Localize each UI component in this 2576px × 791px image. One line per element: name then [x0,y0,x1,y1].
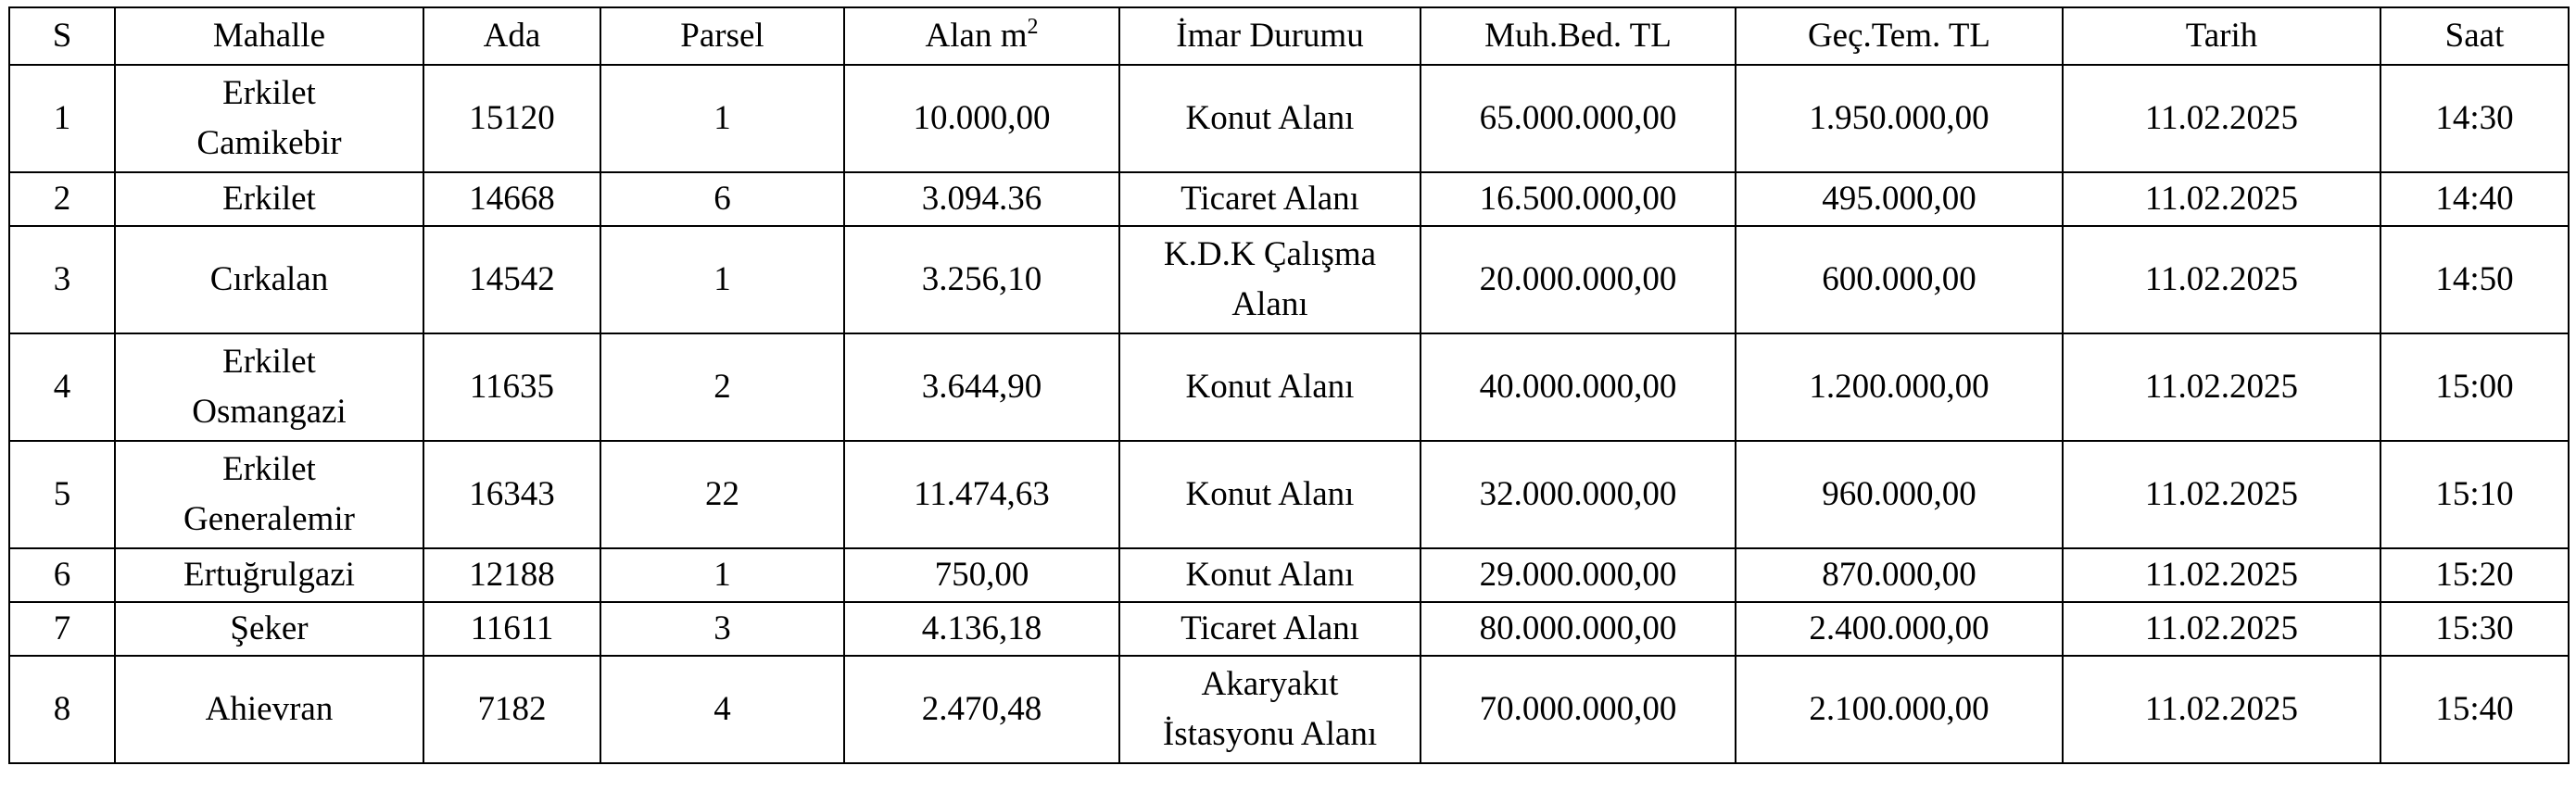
mahalle-cell [115,656,423,763]
saat-cell: 15:30 [2380,602,2569,656]
mahalle-cell-line-2: Camikebir [196,124,342,162]
ada-cell: 14668 [423,172,600,226]
gec-tem-cell: 870.000,00 [1736,548,2063,602]
table-row [9,441,2569,548]
s-cell: 2 [9,172,115,226]
muh-bed-cell: 32.000.000,00 [1421,441,1736,548]
mahalle-cell [115,333,423,441]
ada-cell: 11635 [423,333,600,441]
s-cell: 7 [9,602,115,656]
imar-durumu-cell-line-1: K.D.K Çalışma [1163,235,1377,273]
mahalle-cell-line-1: Erkilet [222,74,316,112]
ada-cell: 15120 [423,65,600,172]
imar-durumu-cell-line-1: Akaryakıt [1201,665,1339,703]
table-body [9,65,2569,763]
imar-durumu-cell [1119,602,1421,656]
alan-cell: 3.094.36 [844,172,1119,226]
gec-tem-cell: 960.000,00 [1736,441,2063,548]
imar-durumu-cell [1119,548,1421,602]
table-row [9,172,2569,226]
muh-bed-cell: 80.000.000,00 [1421,602,1736,656]
mahalle-cell-line-2: Generalemir [183,500,355,538]
mahalle-cell [115,548,423,602]
gec-tem-cell: 2.100.000,00 [1736,656,2063,763]
muh-bed-cell: 29.000.000,00 [1421,548,1736,602]
s-cell: 5 [9,441,115,548]
muh-bed-cell: 40.000.000,00 [1421,333,1736,441]
muh-bed-cell: 65.000.000,00 [1421,65,1736,172]
mahalle-cell-line-1: Erkilet [222,450,316,488]
saat-cell: 14:30 [2380,65,2569,172]
s-cell: 4 [9,333,115,441]
saat-cell: 14:50 [2380,226,2569,333]
table-row [9,226,2569,333]
imar-durumu-cell-line-1: Konut Alanı [1185,99,1355,137]
tarih-cell: 11.02.2025 [2063,441,2380,548]
muh-bed-cell: 70.000.000,00 [1421,656,1736,763]
table-row [9,65,2569,172]
table-row [9,333,2569,441]
gec-tem-cell: 1.950.000,00 [1736,65,2063,172]
header-ada: Ada [423,7,600,65]
ada-cell: 7182 [423,656,600,763]
tarih-cell: 11.02.2025 [2063,656,2380,763]
parsel-cell: 3 [600,602,844,656]
header-tarih: Tarih [2063,7,2380,65]
mahalle-cell [115,65,423,172]
header-parsel: Parsel [600,7,844,65]
saat-cell: 15:40 [2380,656,2569,763]
mahalle-cell [115,226,423,333]
mahalle-cell-line-1: Ertuğrulgazi [183,556,355,594]
alan-cell: 4.136,18 [844,602,1119,656]
mahalle-cell [115,441,423,548]
tarih-cell: 11.02.2025 [2063,65,2380,172]
mahalle-cell-line-2: Osmangazi [192,393,347,431]
gec-tem-cell: 2.400.000,00 [1736,602,2063,656]
parsel-cell: 2 [600,333,844,441]
imar-durumu-cell [1119,333,1421,441]
imar-durumu-cell [1119,226,1421,333]
table-row [9,656,2569,763]
imar-durumu-cell-line-1: Konut Alanı [1185,556,1355,594]
parsel-cell: 1 [600,548,844,602]
s-cell: 6 [9,548,115,602]
s-cell: 1 [9,65,115,172]
alan-cell: 11.474,63 [844,441,1119,548]
gec-tem-cell: 495.000,00 [1736,172,2063,226]
parsel-cell: 22 [600,441,844,548]
tarih-cell: 11.02.2025 [2063,333,2380,441]
header-s: S [9,7,115,65]
alan-cell: 3.256,10 [844,226,1119,333]
imar-durumu-cell [1119,172,1421,226]
muh-bed-cell: 16.500.000,00 [1421,172,1736,226]
ada-cell: 11611 [423,602,600,656]
s-cell: 3 [9,226,115,333]
imar-durumu-cell [1119,441,1421,548]
imar-durumu-cell-line-2: Alanı [1231,285,1308,323]
ada-cell: 16343 [423,441,600,548]
muh-bed-cell: 20.000.000,00 [1421,226,1736,333]
imar-durumu-cell [1119,65,1421,172]
gec-tem-cell: 1.200.000,00 [1736,333,2063,441]
saat-cell: 14:40 [2380,172,2569,226]
imar-durumu-cell-line-1: Konut Alanı [1185,368,1355,406]
parcel-auction-table [8,6,2570,764]
parsel-cell: 1 [600,65,844,172]
tarih-cell: 11.02.2025 [2063,548,2380,602]
alan-cell: 2.470,48 [844,656,1119,763]
ada-cell: 12188 [423,548,600,602]
gec-tem-cell: 600.000,00 [1736,226,2063,333]
table-header-row [9,7,2569,65]
imar-durumu-cell-line-1: Ticaret Alanı [1181,609,1359,647]
alan-cell: 10.000,00 [844,65,1119,172]
imar-durumu-cell [1119,656,1421,763]
imar-durumu-cell-line-2: İstasyonu Alanı [1162,715,1378,753]
header-alan-exponent: 2 [1027,15,1039,39]
tarih-cell: 11.02.2025 [2063,172,2380,226]
header-gec-tem: Geç.Tem. TL [1736,7,2063,65]
saat-cell: 15:00 [2380,333,2569,441]
table-row [9,548,2569,602]
header-imar-durumu: İmar Durumu [1119,7,1421,65]
ada-cell: 14542 [423,226,600,333]
parsel-cell: 4 [600,656,844,763]
table-row [9,602,2569,656]
header-mahalle: Mahalle [115,7,423,65]
tarih-cell: 11.02.2025 [2063,602,2380,656]
header-muh-bed: Muh.Bed. TL [1421,7,1736,65]
header-alan-label: Alan m [925,17,1028,55]
mahalle-cell-line-1: Şeker [230,609,309,647]
s-cell: 8 [9,656,115,763]
alan-cell: 750,00 [844,548,1119,602]
parsel-cell: 6 [600,172,844,226]
saat-cell: 15:10 [2380,441,2569,548]
mahalle-cell-line-1: Ahievran [205,690,334,728]
header-alan [844,7,1119,65]
mahalle-cell-line-1: Erkilet [222,343,316,381]
alan-cell: 3.644,90 [844,333,1119,441]
mahalle-cell-line-1: Erkilet [222,180,316,218]
header-saat: Saat [2380,7,2569,65]
parsel-cell: 1 [600,226,844,333]
imar-durumu-cell-line-1: Konut Alanı [1185,475,1355,513]
saat-cell: 15:20 [2380,548,2569,602]
mahalle-cell-line-1: Cırkalan [209,260,329,298]
mahalle-cell [115,172,423,226]
tarih-cell: 11.02.2025 [2063,226,2380,333]
imar-durumu-cell-line-1: Ticaret Alanı [1181,180,1359,218]
mahalle-cell [115,602,423,656]
